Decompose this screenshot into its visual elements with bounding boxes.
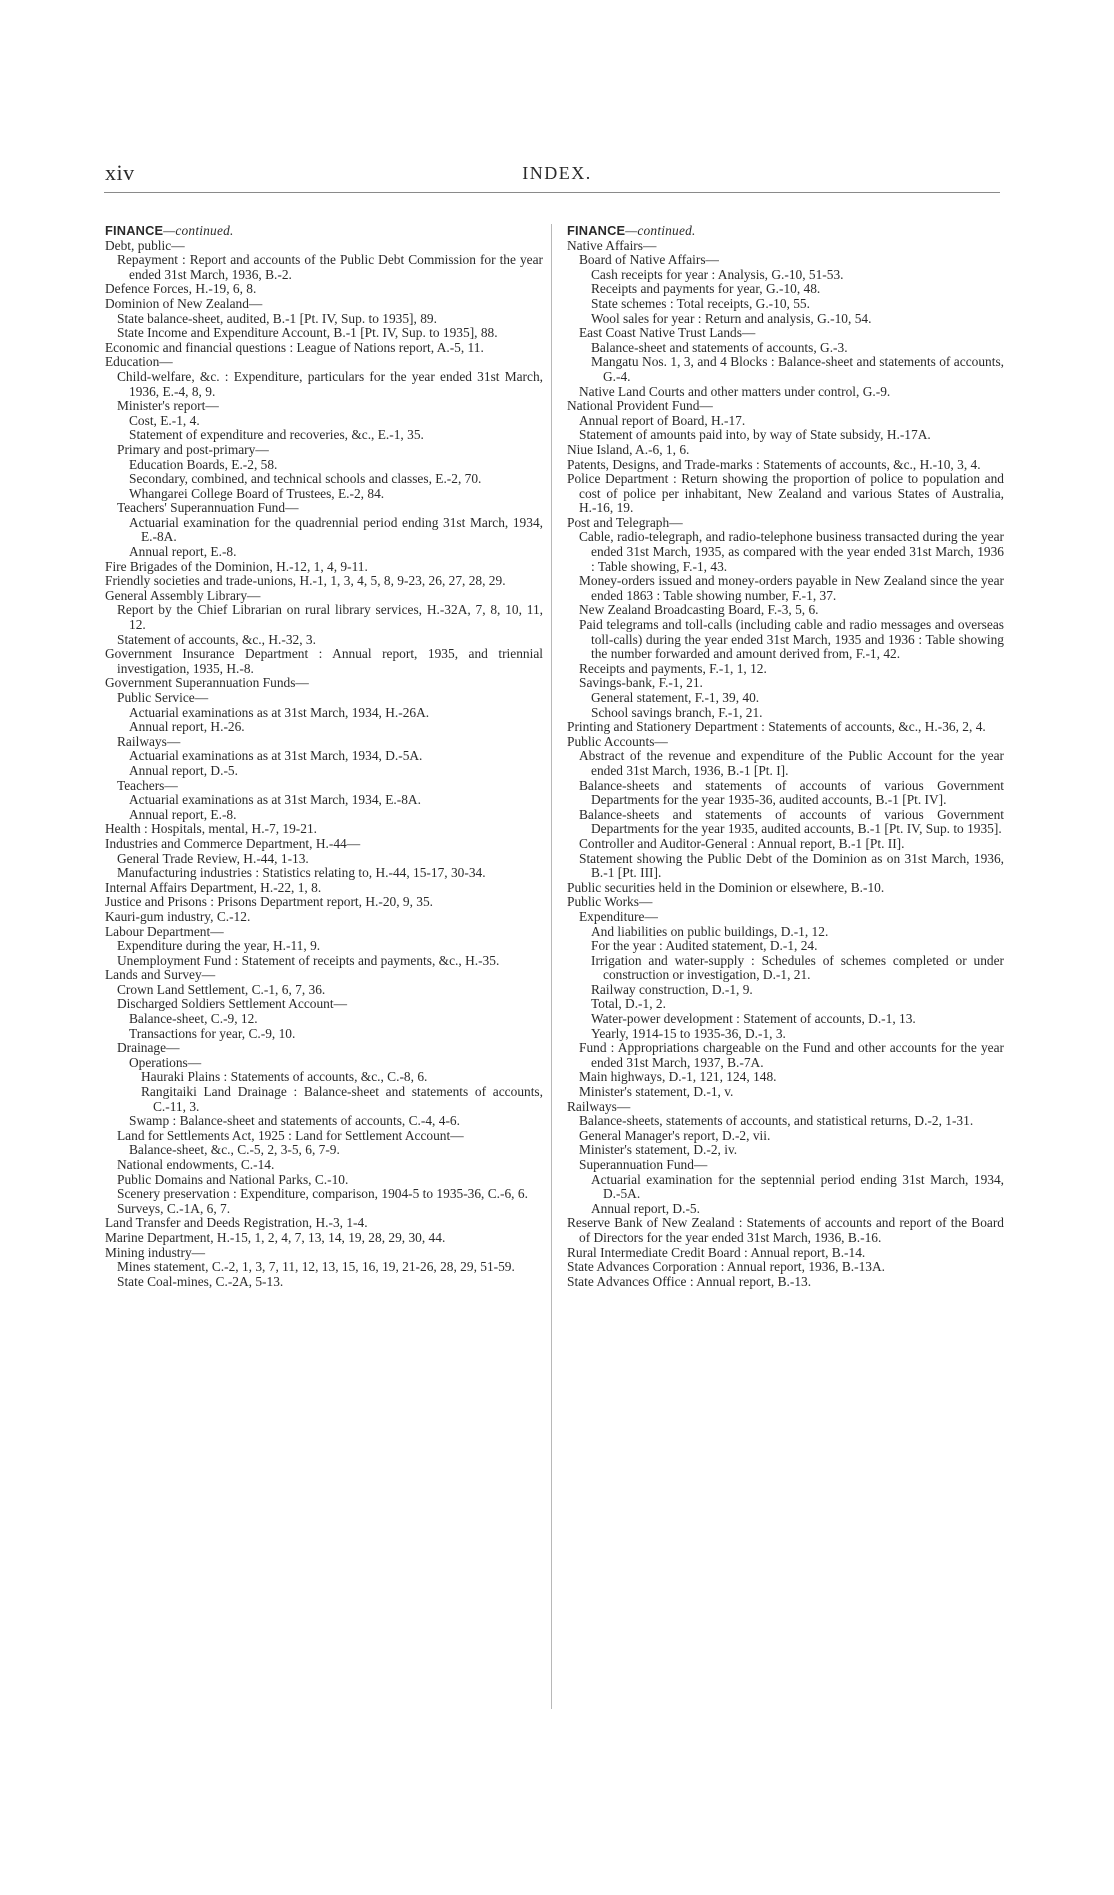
index-entry: Surveys, C.-1A, 6, 7. bbox=[117, 1200, 231, 1216]
index-entry: Native Land Courts and other matters under control, G.-9. bbox=[579, 383, 891, 399]
index-entry: Expenditure during the year, H.-11, 9. bbox=[117, 938, 321, 954]
index-entry: Teachers— bbox=[117, 777, 178, 793]
index-entry: Drainage— bbox=[117, 1040, 180, 1056]
index-entry: Actuarial examinations as at 31st March, 1934, D.-5A. bbox=[129, 748, 423, 764]
index-entry: Labour Department— bbox=[105, 923, 224, 939]
index-entry: For the year : Audited statement, D.-1, 24. bbox=[591, 938, 818, 954]
index-entry: Controller and Auditor-General : Annual report, B.-1 [Pt. II]. bbox=[579, 835, 905, 851]
index-entry: Debt, public— bbox=[105, 237, 185, 253]
section-heading-label: FINANCE bbox=[567, 223, 626, 238]
index-entry: Minister's statement, D.-1, v. bbox=[579, 1084, 734, 1100]
index-entry: Public securities held in the Dominion or elsewhere, B.-10. bbox=[567, 879, 885, 895]
index-entry: Crown Land Settlement, C.-1, 6, 7, 36. bbox=[117, 981, 326, 997]
index-entry: General Trade Review, H.-44, 1-13. bbox=[117, 850, 309, 866]
index-entry: Cash receipts for year : Analysis, G.-10, 51-53. bbox=[591, 266, 844, 282]
index-entry: Reserve Bank of New Zealand : Statements of accounts and report of the Board of Directors for the year ended 31st March, 1936, B.-16. bbox=[567, 1215, 1004, 1245]
index-entry: Actuarial examination for the quadrennial period ending 31st March, 1934, E.-8A. bbox=[129, 514, 543, 545]
index-entry: Annual report, H.-26. bbox=[129, 719, 245, 735]
index-entry: Balance-sheet, C.-9, 12. bbox=[129, 1011, 258, 1027]
index-entry: Statement of expenditure and recoveries, &c., E.-1, 35. bbox=[129, 427, 424, 443]
index-entry: Government Insurance Department : Annual report, 1935, and triennial investigation, 1935, H.-8. bbox=[105, 646, 543, 676]
index-entry: Transactions for year, C.-9, 10. bbox=[129, 1025, 296, 1041]
index-entry: National Provident Fund— bbox=[567, 398, 713, 414]
index-entry: And liabilities on public buildings, D.-1, 12. bbox=[591, 923, 829, 939]
index-entry: Balance-sheets and statements of accounts of various Government Departments for the year 1935-36, audited accounts, B.-1 [Pt. IV]. bbox=[579, 777, 1004, 808]
index-entry: Annual report, D.-5. bbox=[129, 762, 238, 778]
index-entry: Minister's report— bbox=[117, 398, 219, 414]
index-entry: General Assembly Library— bbox=[105, 587, 261, 603]
index-entry: Railways— bbox=[117, 733, 181, 749]
index-column-left bbox=[105, 224, 543, 1289]
index-entry: Actuarial examination for the septennial period ending 31st March, 1934, D.-5A. bbox=[591, 1171, 1004, 1202]
index-entry: Economic and financial questions : League of Nations report, A.-5, 11. bbox=[105, 339, 484, 355]
page-number: xiv bbox=[105, 160, 135, 185]
index-entry: Defence Forces, H.-19, 6, 8. bbox=[105, 281, 257, 297]
index-entry: Justice and Prisons : Prisons Department report, H.-20, 9, 35. bbox=[105, 894, 434, 910]
section-heading-suffix: —continued. bbox=[163, 223, 234, 238]
index-entry: Operations— bbox=[129, 1054, 202, 1070]
index-entry: Railway construction, D.-1, 9. bbox=[591, 981, 753, 997]
index-entry: Post and Telegraph— bbox=[567, 514, 683, 530]
index-entry: Health : Hospitals, mental, H.-7, 19-21. bbox=[105, 821, 317, 837]
index-entry: Mining industry— bbox=[105, 1244, 206, 1260]
index-entry: State Advances Office : Annual report, B.-13. bbox=[567, 1273, 812, 1289]
page-title: INDEX. bbox=[522, 163, 592, 183]
index-entry: Balance-sheets, statements of accounts, and statistical returns, D.-2, 1-31. bbox=[579, 1113, 974, 1129]
section-heading bbox=[567, 224, 1004, 239]
index-entry: Land Transfer and Deeds Registration, H.-3, 1-4. bbox=[105, 1215, 368, 1231]
index-entry: State Income and Expenditure Account, B.-1 [Pt. IV, Sup. to 1935], 88. bbox=[117, 325, 498, 341]
index-entry: Repayment : Report and accounts of the Public Debt Commission for the year ended 31st March, 1936, B.-2. bbox=[117, 252, 543, 282]
index-entry: Mangatu Nos. 1, 3, and 4 Blocks : Balance-sheet and statements of accounts, G.-4. bbox=[591, 354, 1004, 384]
index-entry: Expenditure— bbox=[579, 908, 658, 924]
index-entry: Actuarial examinations as at 31st March, 1934, E.-8A. bbox=[129, 792, 421, 808]
index-entry: State Coal-mines, C.-2A, 5-13. bbox=[117, 1273, 284, 1289]
index-entry: Government Superannuation Funds— bbox=[105, 675, 309, 691]
index-entry: Mines statement, C.-2, 1, 3, 7, 11, 12, 13, 15, 16, 19, 21-26, 28, 29, 51-59. bbox=[117, 1259, 515, 1275]
index-entry: Patents, Designs, and Trade-marks : Statements of accounts, &c., H.-10, 3, 4. bbox=[567, 456, 981, 472]
index-entry: Kauri-gum industry, C.-12. bbox=[105, 908, 251, 924]
index-entry: Abstract of the revenue and expenditure of the Public Account for the year ended 31st March, 1936, B.-1 [Pt. I]. bbox=[579, 748, 1004, 778]
index-entry: Paid telegrams and toll-calls (including cable and radio messages and overseas toll-calls) during the year ended 31st March, 1935 and 1936 : Table showing the number forwarded and amount derived from, F.-1, 42. bbox=[579, 617, 1004, 662]
index-entry: Hauraki Plains : Statements of accounts, &c., C.-8, 6. bbox=[141, 1069, 428, 1085]
index-entry: Cost, E.-1, 4. bbox=[129, 412, 200, 428]
index-entry: General statement, F.-1, 39, 40. bbox=[591, 690, 760, 705]
index-entry: Yearly, 1914-15 to 1935-36, D.-1, 3. bbox=[591, 1025, 786, 1041]
index-entry: Main highways, D.-1, 121, 124, 148. bbox=[579, 1069, 777, 1085]
index-entries-right bbox=[567, 239, 1004, 1290]
index-entry: Rangitaiki Land Drainage : Balance-sheet and statements of accounts, C.-11, 3. bbox=[141, 1084, 543, 1114]
index-entry: Secondary, combined, and technical schools and classes, E.-2, 70. bbox=[129, 471, 482, 487]
index-entry: Statement showing the Public Debt of the Dominion as on 31st March, 1936, B.-1 [Pt. III]. bbox=[579, 850, 1004, 881]
index-entry: Public Domains and National Parks, C.-10. bbox=[117, 1171, 349, 1187]
index-entry: School savings branch, F.-1, 21. bbox=[591, 704, 763, 720]
index-entry: Railways— bbox=[567, 1098, 631, 1114]
index-entry: General Manager's report, D.-2, vii. bbox=[579, 1127, 771, 1143]
index-entry: Annual report, E.-8. bbox=[129, 806, 237, 822]
index-entry: Police Department : Return showing the proportion of police to population and cost of police per inhabitant, New Zealand and various States of Australia, H.-16, 19. bbox=[567, 471, 1004, 516]
index-entry: Whangarei College Board of Trustees, E.-2, 84. bbox=[129, 485, 385, 501]
index-entry: State Advances Corporation : Annual report, 1936, B.-13A. bbox=[567, 1259, 885, 1275]
index-entry: Total, D.-1, 2. bbox=[591, 996, 666, 1012]
index-entry: Printing and Stationery Department : Statements of accounts, &c., H.-36, 2, 4. bbox=[567, 719, 986, 735]
index-entry: Receipts and payments for year, G.-10, 48. bbox=[591, 281, 821, 297]
index-entry: State schemes : Total receipts, G.-10, 55. bbox=[591, 295, 810, 311]
index-entry: Native Affairs— bbox=[567, 237, 657, 253]
index-entry: Education— bbox=[105, 354, 173, 370]
index-entry: Education Boards, E.-2, 58. bbox=[129, 456, 278, 472]
index-entry: Fire Brigades of the Dominion, H.-12, 1, 4, 9-11. bbox=[105, 558, 368, 574]
index-entry: Manufacturing industries : Statistics relating to, H.-44, 15-17, 30-34. bbox=[117, 865, 486, 881]
index-entries-left bbox=[105, 239, 543, 1290]
index-entry: Money-orders issued and money-orders payable in New Zealand since the year ended 1863 : Table showing number, F.-1, 37. bbox=[579, 573, 1004, 603]
index-entry: Public Accounts— bbox=[567, 733, 668, 749]
index-entry: Teachers' Superannuation Fund— bbox=[117, 500, 299, 516]
index-entry: Actuarial examinations as at 31st March, 1934, H.-26A. bbox=[129, 704, 430, 720]
index-column-right bbox=[567, 224, 1004, 1289]
index-entry: Fund : Appropriations chargeable on the Fund and other accounts for the year ended 31st March, 1937, B.-7A. bbox=[579, 1040, 1004, 1070]
index-entry: Unemployment Fund : Statement of receipts and payments, &c., H.-35. bbox=[117, 952, 500, 968]
index-entry: New Zealand Broadcasting Board, F.-3, 5, 6. bbox=[579, 602, 819, 618]
index-entry: Balance-sheet and statements of accounts, G.-3. bbox=[591, 339, 848, 355]
index-entry: Dominion of New Zealand— bbox=[105, 295, 263, 311]
index-entry: Child-welfare, &c. : Expenditure, particulars for the year ended 31st March, 1936, E.-4, 8, 9. bbox=[117, 368, 543, 399]
index-entry: National endowments, C.-14. bbox=[117, 1157, 275, 1172]
index-entry: Public Service— bbox=[117, 690, 209, 705]
index-entry: Minister's statement, D.-2, iv. bbox=[579, 1142, 738, 1158]
index-entry: Rural Intermediate Credit Board : Annual report, B.-14. bbox=[567, 1244, 866, 1260]
index-entry: Savings-bank, F.-1, 21. bbox=[579, 675, 703, 691]
index-entry: Cable, radio-telegraph, and radio-telephone business transacted during the year ended 31st March, 1935, as compared with the year ended 31st March, 1936 : Table showing, F.-1, 43. bbox=[579, 529, 1004, 574]
index-entry: Balance-sheets and statements of accounts of various Government Departments for the year 1935, audited accounts, B.-1 [Pt. IV, Sup. to 1935]. bbox=[579, 806, 1004, 837]
section-heading-label: FINANCE bbox=[105, 223, 164, 238]
header-rule bbox=[104, 192, 1000, 193]
index-entry: Superannuation Fund— bbox=[579, 1157, 708, 1172]
index-entry: Balance-sheet, &c., C.-5, 2, 3-5, 6, 7-9. bbox=[129, 1142, 340, 1158]
index-entry: Lands and Survey— bbox=[105, 967, 216, 983]
index-entry: Annual report, E.-8. bbox=[129, 544, 237, 560]
index-entry: Public Works— bbox=[567, 894, 653, 910]
index-entry: Marine Department, H.-15, 1, 2, 4, 7, 13, 14, 19, 28, 29, 30, 44. bbox=[105, 1229, 446, 1245]
column-divider bbox=[551, 224, 552, 1709]
index-entry: Report by the Chief Librarian on rural library services, H.-32A, 7, 8, 10, 11, 12. bbox=[117, 602, 543, 633]
section-heading-suffix: —continued. bbox=[625, 223, 696, 238]
index-entry: Industries and Commerce Department, H.-44— bbox=[105, 835, 361, 851]
index-entry: State balance-sheet, audited, B.-1 [Pt. IV, Sup. to 1935], 89. bbox=[117, 310, 437, 326]
index-entry: Swamp : Balance-sheet and statements of accounts, C.-4, 4-6. bbox=[129, 1113, 460, 1129]
index-entry: Scenery preservation : Expenditure, comparison, 1904-5 to 1935-36, C.-6, 6. bbox=[117, 1186, 528, 1202]
index-entry: Statement of accounts, &c., H.-32, 3. bbox=[117, 631, 316, 647]
index-entry: Discharged Soldiers Settlement Account— bbox=[117, 996, 347, 1012]
index-entry: Niue Island, A.-6, 1, 6. bbox=[567, 441, 690, 457]
index-entry: Receipts and payments, F.-1, 1, 12. bbox=[579, 660, 767, 676]
index-entry: Wool sales for year : Return and analysis, G.-10, 54. bbox=[591, 310, 872, 326]
index-entry: Internal Affairs Department, H.-22, 1, 8. bbox=[105, 879, 322, 895]
index-entry: Irrigation and water-supply : Schedules of schemes completed or under construction or investigation, D.-1, 21. bbox=[591, 952, 1004, 983]
index-entry: Primary and post-primary— bbox=[117, 441, 269, 457]
section-heading bbox=[105, 224, 543, 239]
index-entry: Statement of amounts paid into, by way of State subsidy, H.-17A. bbox=[579, 427, 931, 443]
index-entry: Annual report of Board, H.-17. bbox=[579, 412, 746, 428]
index-entry: East Coast Native Trust Lands— bbox=[579, 325, 756, 341]
index-entry: Friendly societies and trade-unions, H.-1, 1, 3, 4, 5, 8, 9-23, 26, 27, 28, 29. bbox=[105, 573, 506, 589]
index-entry: Annual report, D.-5. bbox=[591, 1200, 700, 1216]
index-entry: Land for Settlements Act, 1925 : Land for Settlement Account— bbox=[117, 1127, 464, 1143]
index-entry: Board of Native Affairs— bbox=[579, 252, 719, 268]
index-entry: Water-power development : Statement of accounts, D.-1, 13. bbox=[591, 1011, 916, 1027]
